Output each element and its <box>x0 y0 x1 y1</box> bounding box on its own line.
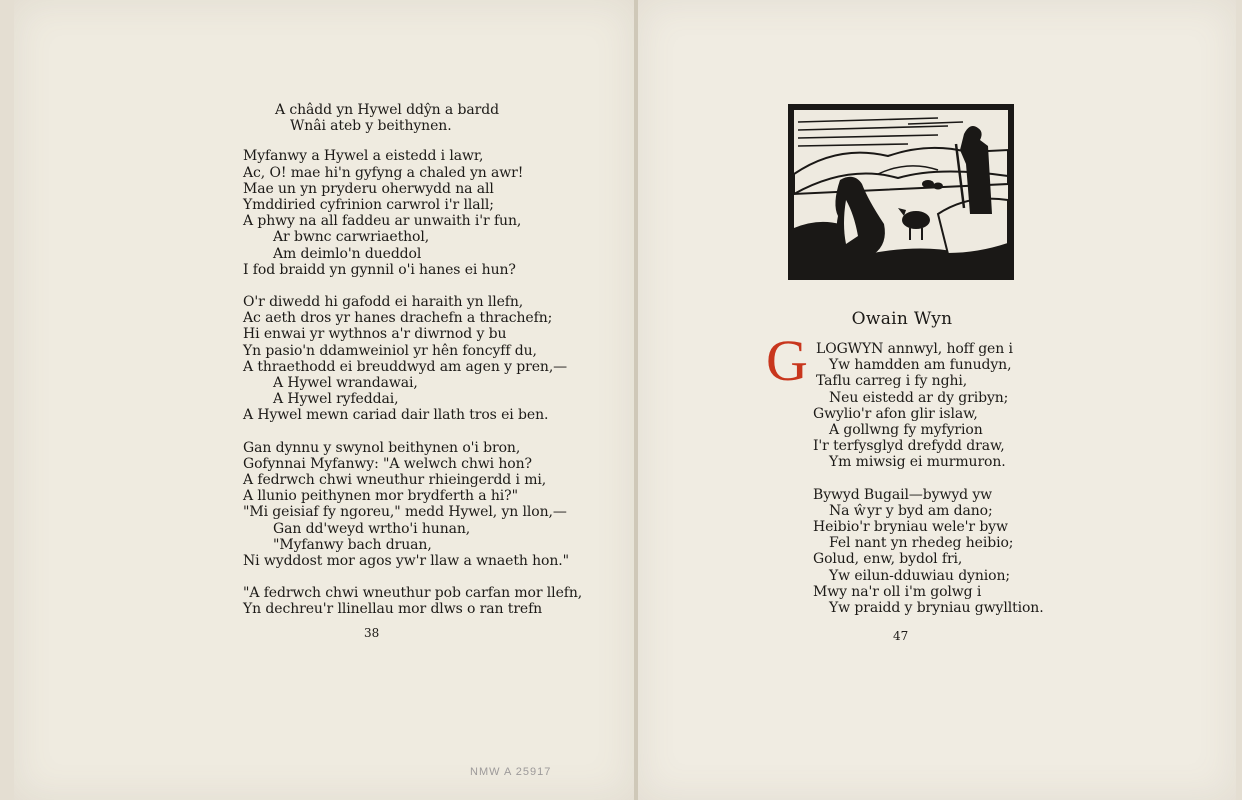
stanza <box>813 341 1044 471</box>
poem-title: Owain Wyn <box>851 309 953 329</box>
poem-line: Ym miwsig ei murmuron. <box>829 454 1006 471</box>
poem-line: Ac, O! mae hi'n gyfyng a chaled yn awr! <box>243 164 524 181</box>
poem-line: "Mi geisiaf fy ngoreu," medd Hywel, yn llon,— <box>243 504 567 521</box>
archive-accession-note: NMW A 25917 <box>470 766 552 778</box>
poem-line: "Myfanwy bach druan, <box>273 536 432 553</box>
poem-line: Gan dynnu y swynol beithynen o'i bron, <box>243 439 521 456</box>
poem-line: Ymddiried cyfrinion carwrol i'r llall; <box>243 197 494 214</box>
poem-line: Am deimlo'n dueddol <box>273 245 422 262</box>
poem-line: A gollwng fy myfyrion <box>829 422 983 439</box>
poem-line: "A fedrwch chwi wneuthur pob carfan mor llefn, <box>243 585 583 602</box>
stanza <box>243 440 582 570</box>
poem-line: Gofynnai Myfanwy: "A welwch chwi hon? <box>243 455 532 472</box>
woodcut-illustration <box>788 104 1014 280</box>
poem-line: A Hywel mewn cariad dair llath tros ei ben. <box>243 407 549 424</box>
poem-line: A fedrwch chwi wneuthur rhieingerdd i mi, <box>243 472 547 489</box>
poem-line: Neu eistedd ar dy gribyn; <box>829 389 1009 406</box>
poem-line: Na ŵyr y byd am dano; <box>829 502 993 519</box>
stanza <box>243 148 582 278</box>
drop-cap: G <box>766 328 808 393</box>
poem-line: Taflu carreg i fy nghi, <box>816 373 968 390</box>
poem-line: Mae un yn pryderu oherwydd na all <box>243 180 494 197</box>
poem-line: Fel nant yn rhedeg heibio; <box>829 535 1014 552</box>
poem-line: Mwy na'r oll i'm golwg i <box>813 583 982 600</box>
stanza <box>243 102 582 134</box>
left-poem <box>243 102 582 618</box>
poem-line: Ar bwnc carwriaethol, <box>273 229 430 246</box>
poem-line: Golud, enw, bydol fri, <box>813 551 963 568</box>
poem-line: O'r diwedd hi gafodd ei haraith yn llefn, <box>243 294 524 311</box>
poem-line: Yw hamdden am funudyn, <box>829 357 1012 374</box>
poem-line: A Hywel ryfeddai, <box>273 391 399 408</box>
poem-line: Bywyd Bugail—bywyd yw <box>813 486 993 503</box>
poem-line: LOGWYN annwyl, hoff gen i <box>816 341 1013 357</box>
poem-line: A châdd yn Hywel ddŷn a bardd <box>275 102 499 118</box>
stanza <box>243 585 582 617</box>
poem-line: Wnâi ateb y beithynen. <box>290 118 452 135</box>
poem-line: Ac aeth dros yr hanes drachefn a thrachefn; <box>243 310 553 327</box>
poem-line: I'r terfysglyd drefydd draw, <box>813 438 1005 455</box>
poem-line: Yn dechreu'r llinellau mor dlws o ran trefn <box>243 601 543 618</box>
poem-line: Yn pasio'n ddamweiniol yr hên foncyff du, <box>243 342 537 359</box>
right-poem <box>813 341 1044 616</box>
stanza <box>243 294 582 424</box>
poem-line: A Hywel wrandawai, <box>273 375 418 392</box>
page-number-left: 38 <box>364 626 380 640</box>
page-number-right: 47 <box>893 629 909 643</box>
poem-line: A llunio peithynen mor brydferth a hi?" <box>243 488 518 505</box>
poem-line: Yw praidd y bryniau gwylltion. <box>829 600 1044 617</box>
poem-line: Ni wyddost mor agos yw'r llaw a wnaeth hon." <box>243 553 569 570</box>
poem-line: I fod braidd yn gynnil o'i hanes ei hun? <box>243 261 516 278</box>
poem-line: Myfanwy a Hywel a eistedd i lawr, <box>243 148 484 165</box>
poem-line: Yw eilun-dduwiau dynion; <box>829 567 1011 584</box>
poem-line: Hi enwai yr wythnos a'r diwrnod y bu <box>243 326 507 343</box>
poem-line: Gan dd'weyd wrtho'i hunan, <box>273 520 471 537</box>
poem-line: A phwy na all faddeu ar unwaith i'r fun, <box>243 213 522 230</box>
poem-line: Gwylio'r afon glir islaw, <box>813 405 978 422</box>
poem-line: A thraethodd ei breuddwyd am agen y pren,— <box>243 358 568 375</box>
stanza <box>813 487 1044 617</box>
poem-line: Heibio'r bryniau wele'r byw <box>813 519 1008 536</box>
